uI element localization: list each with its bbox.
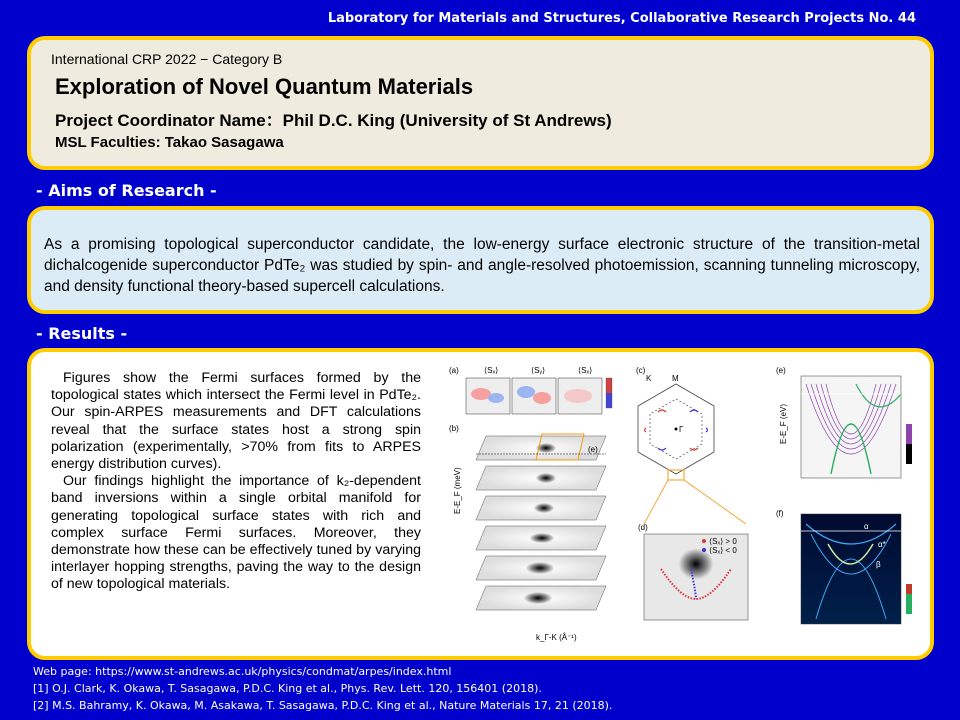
results-panel bbox=[27, 348, 934, 660]
beta-label: β bbox=[876, 560, 881, 569]
panel-e-label: (e) bbox=[776, 366, 786, 375]
results-heading: - Results - bbox=[36, 324, 128, 343]
results-paragraph-2: Our findings highlight the importance of k₂-dependent band inversions within a single orbital manifold for generating topological surface states with rich and complex surface Fermi surfaces. Moreover, they demonstrate how these can be effectively tuned by varying interlayer hopping strengths, paving the way to the design of new topological materials. bbox=[51, 473, 421, 593]
sx-label: ⟨Sₓ⟩ bbox=[484, 366, 499, 375]
sz-label: ⟨Sₓ⟩ bbox=[578, 366, 593, 375]
category-label: International CRP 2022 − Category B bbox=[51, 51, 283, 67]
aims-heading: - Aims of Research - bbox=[36, 181, 217, 200]
band-calculation-f bbox=[801, 514, 912, 624]
brillouin-zone bbox=[638, 384, 746, 524]
d-legend-positive: ⟨Sₓ⟩ > 0 bbox=[709, 537, 737, 546]
b-xlabel: k_Γ-K (Å⁻¹) bbox=[536, 633, 577, 642]
reference-1: [1] O.J. Clark, K. Okawa, T. Sasagawa, P.D.C. King et al., Phys. Rev. Lett. 120, 156401 (2018). bbox=[33, 682, 542, 695]
results-paragraph-1: Figures show the Fermi surfaces formed by the topological states which intersect the Fermi level in PdTe₂. Our spin-ARPES measurements and DFT calculations reveal that the surface states host a strong spin polarization (experimentally, >70% from fits to ARPES energy distribution curves). bbox=[51, 370, 421, 473]
header-title: Laboratory for Materials and Structures, Collaborative Research Projects No. 44 bbox=[327, 11, 916, 26]
coordinator-name: Project Coordinator Name：Phil D.C. King (University of St Andrews) bbox=[55, 111, 612, 130]
d-legend-negative: ⟨Sₓ⟩ < 0 bbox=[709, 546, 737, 555]
k-label: K bbox=[646, 374, 652, 383]
reference-2: [2] M.S. Bahramy, K. Okawa, M. Asakawa, T. Sasagawa, P.D.C. King et al., Nature Materials 17, 21 (2018). bbox=[33, 699, 613, 712]
results-figure bbox=[446, 364, 920, 654]
panel-d-label: (d) bbox=[638, 523, 648, 532]
panel-c-label: (c) bbox=[636, 366, 646, 375]
panel-b-label: (b) bbox=[449, 424, 459, 433]
gamma-label: Γ bbox=[679, 425, 684, 434]
aims-text: As a promising topological superconductor candidate, the low-energy surface electronic structure of the transition-metal dichalcogenide superconductor PdTe₂ was studied by spin- and angle-resolved photoemission, scanning tunneling microscopy, and density functional theory-based supercell calculations. bbox=[44, 236, 920, 295]
project-title: Exploration of Novel Quantum Materials bbox=[55, 74, 474, 99]
web-page-link[interactable]: Web page: https://www.st-andrews.ac.uk/physics/condmat/arpes/index.html bbox=[33, 665, 452, 678]
faculties: MSL Faculties: Takao Sasagawa bbox=[55, 134, 284, 151]
panel-e-inset-label: (e) bbox=[588, 445, 598, 454]
alpha-label: α bbox=[864, 522, 869, 531]
sy-label: ⟨Sᵧ⟩ bbox=[531, 366, 546, 375]
b-ylabel: E-E_F (meV) bbox=[453, 467, 462, 514]
aims-panel bbox=[27, 206, 934, 314]
panel-f-label: (f) bbox=[776, 509, 784, 518]
m-label: M bbox=[672, 374, 679, 383]
title-panel bbox=[27, 36, 934, 170]
panel-a-label: (a) bbox=[449, 366, 459, 375]
results-text bbox=[51, 370, 421, 594]
spin-maps bbox=[466, 378, 612, 414]
alpha-star-label: α* bbox=[878, 540, 886, 549]
e-ylabel: E-E_F (eV) bbox=[779, 403, 788, 444]
band-calculation-e bbox=[801, 376, 912, 478]
arpes-stack bbox=[476, 434, 606, 610]
